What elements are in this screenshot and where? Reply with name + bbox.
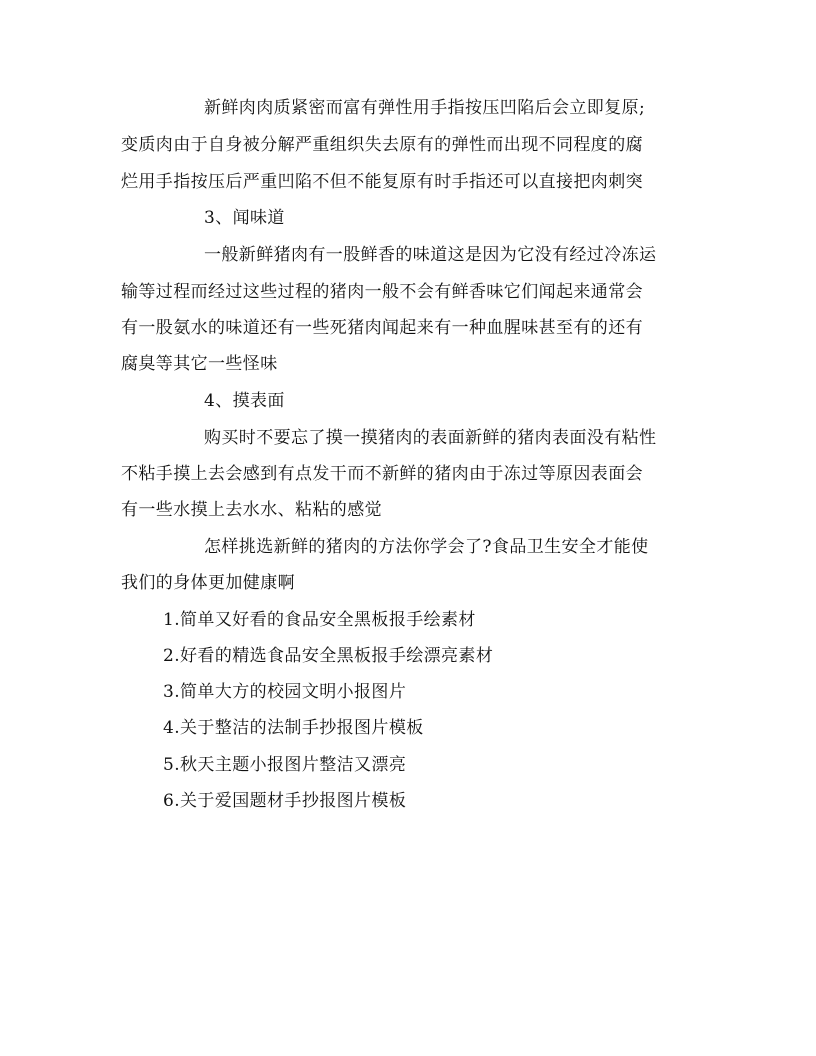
related-link-4[interactable]: 4.关于整洁的法制手抄报图片模板 — [163, 718, 424, 738]
related-link-3[interactable]: 3.简单大方的校园文明小报图片 — [163, 682, 407, 702]
related-link-6[interactable]: 6.关于爱国题材手抄报图片模板 — [163, 791, 407, 811]
paragraph-1-line-3: 烂用手指按压后严重凹陷不但不能复原有时手指还可以直接把肉刺突 — [121, 172, 643, 192]
paragraph-1-line-1: 新鲜肉肉质紧密而富有弹性用手指按压凹陷后会立即复原; — [204, 98, 646, 118]
paragraph-1-line-2: 变质肉由于自身被分解严重组织失去原有的弹性而出现不同程度的腐 — [121, 135, 643, 155]
related-link-1[interactable]: 1.简单又好看的食品安全黑板报手绘素材 — [163, 610, 476, 630]
paragraph-2-line-3: 有一股氨水的味道还有一些死猪肉闻起来有一种血腥味甚至有的还有 — [121, 318, 643, 338]
paragraph-4-line-1: 怎样挑选新鲜的猪肉的方法你学会了?食品卫生安全才能使 — [204, 537, 649, 557]
related-link-5[interactable]: 5.秋天主题小报图片整洁又漂亮 — [163, 755, 407, 775]
paragraph-2-line-4: 腐臭等其它一些怪味 — [121, 354, 278, 374]
paragraph-2-line-2: 输等过程而经过这些过程的猪肉一般不会有鲜香味它们闻起来通常会 — [121, 282, 643, 302]
paragraph-2-line-1: 一般新鲜猪肉有一股鲜香的味道这是因为它没有经过冷冻运 — [204, 245, 657, 265]
paragraph-3-line-2: 不粘手摸上去会感到有点发干而不新鲜的猪肉由于冻过等原因表面会 — [121, 464, 643, 484]
section-heading-smell: 3、闻味道 — [204, 208, 285, 228]
related-link-2[interactable]: 2.好看的精选食品安全黑板报手绘漂亮素材 — [163, 646, 494, 666]
paragraph-3-line-3: 有一些水摸上去水水、粘粘的感觉 — [121, 500, 382, 520]
paragraph-3-line-1: 购买时不要忘了摸一摸猪肉的表面新鲜的猪肉表面没有粘性 — [204, 428, 657, 448]
section-heading-touch: 4、摸表面 — [204, 391, 285, 411]
paragraph-4-line-2: 我们的身体更加健康啊 — [121, 573, 295, 593]
